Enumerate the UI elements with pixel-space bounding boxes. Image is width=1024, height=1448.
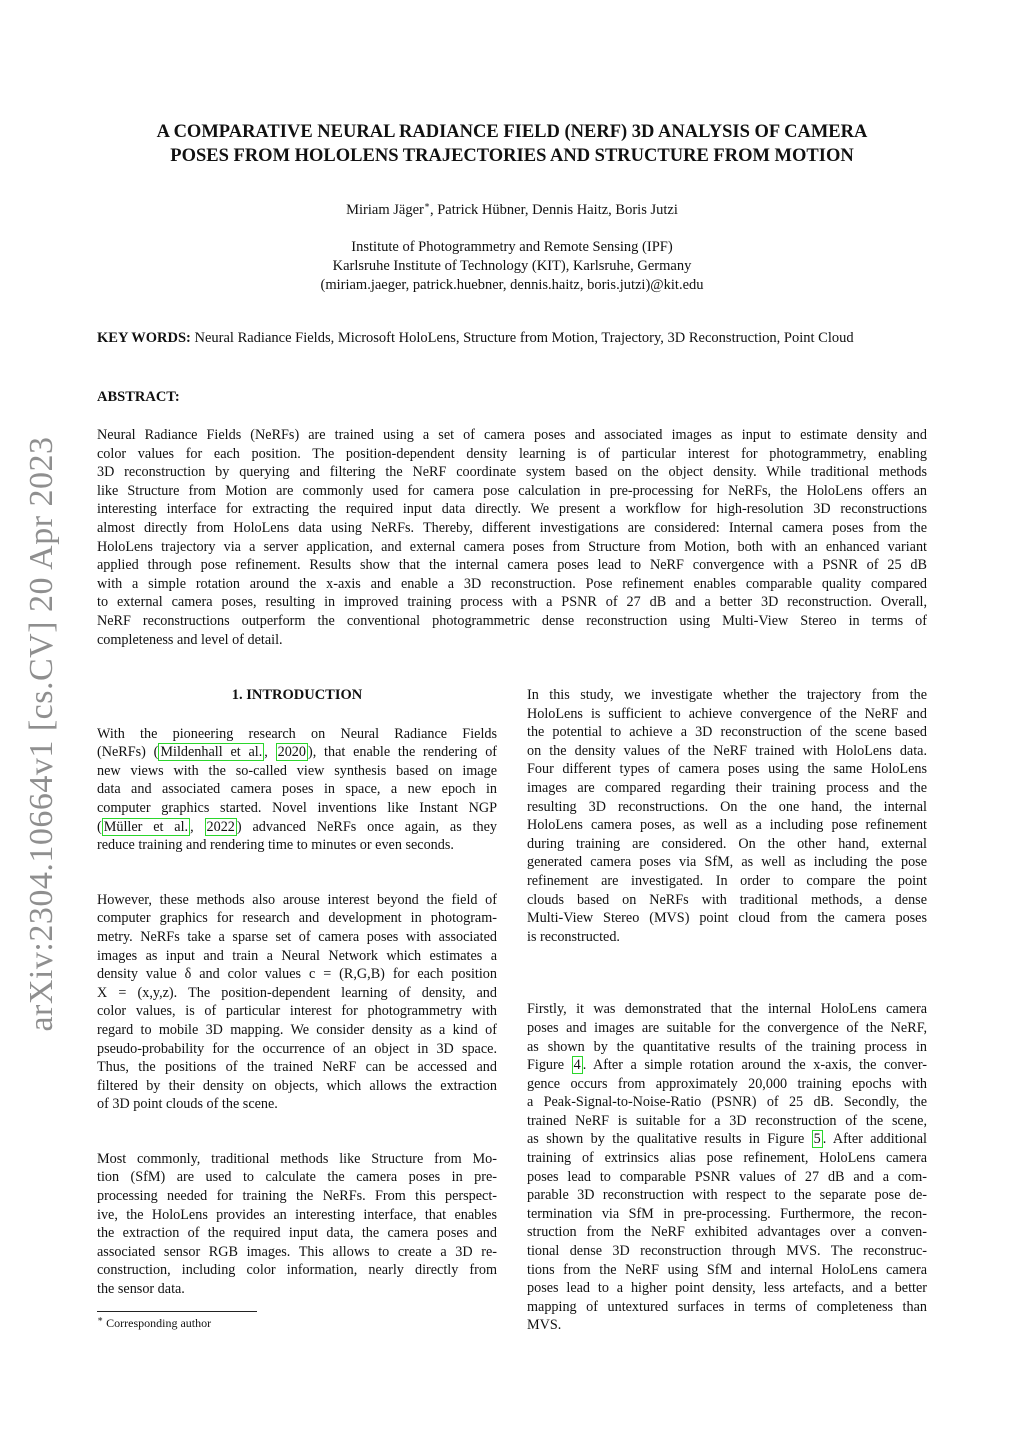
left-column — [97, 686, 497, 1299]
text-fragment: . After a simple rotation around the x-axis, the conver- — [582, 1057, 927, 1074]
keywords-label: KEY WORDS: — [97, 330, 191, 346]
abstract-line: interesting interface for extracting the required input data directly. We present a workflow for high-resolution 3D reconstructions — [97, 501, 927, 518]
text-fragment: , — [190, 818, 205, 835]
abstract-line: HoloLens trajectory via a server application, and external camera poses from Structure from Motion, both with an enhanced variant — [97, 538, 927, 555]
text-line: resulting 3D reconstructions. On the one hand, the internal — [527, 798, 927, 815]
text-line: MVS. — [527, 1317, 562, 1334]
text-line: termination via SfM in pre-processing. Furthermore, the recon- — [527, 1205, 927, 1222]
text-line: In this study, we investigate whether the trajectory from the — [527, 687, 927, 703]
text-line: images as input and train a Neural Network which estimates a — [97, 947, 497, 964]
text-fragment: . After additional — [822, 1131, 927, 1148]
author-rest: , Patrick Hübner, Dennis Haitz, Boris Jutzi — [429, 201, 678, 218]
text-line — [97, 743, 497, 762]
text-line: reduce training and rendering time to minutes or even seconds. — [97, 837, 454, 854]
text-line: construction, including color information, nearly directly from — [97, 1262, 497, 1279]
abstract-line: NeRF reconstructions outperform the conventional photogrammetric dense reconstruction using Multi-View Stereo in terms of — [97, 612, 927, 629]
text-line: on the density values of the NeRF trained with HoloLens data. — [527, 742, 927, 759]
text-line: X = (x,y,z). The position-dependent learning of density, and — [97, 984, 497, 1001]
text-line: refinement are investigated. In order to compare the point — [527, 872, 927, 889]
text-line: With the pioneering research on Neural Radiance Fields — [97, 725, 497, 742]
author-list — [97, 200, 927, 219]
paragraph — [527, 1000, 927, 1335]
section-heading-introduction: 1. INTRODUCTION — [231, 687, 363, 703]
figure-ref-link[interactable]: 5 — [813, 1131, 821, 1148]
text-line: metry. NeRFs take a sparse set of camera poses with associated — [97, 928, 497, 945]
text-line: tions from the NeRF using SfM and internal HoloLens camera — [527, 1261, 927, 1278]
text-line: HoloLens camera poses, as well as a including pose refinement — [527, 817, 927, 834]
figure-ref-link[interactable]: 4 — [573, 1057, 581, 1074]
abstract-line: applied through pose refinement. Results show that the internal camera poses lead to NeRF convergence with a PSNR of 25 dB — [97, 557, 927, 574]
text-fragment: ), that enable the rendering of — [307, 744, 497, 761]
text-line: as shown by the quantitative results of the training process in — [527, 1038, 927, 1055]
text-line: trained NeRF is suitable for a 3D reconstruction of the scene, — [527, 1112, 927, 1129]
text-fragment: , — [264, 744, 276, 761]
text-line: Most commonly, traditional methods like Structure from Mo- — [97, 1150, 497, 1167]
text-line: data and associated camera poses in space, a new epoch in — [97, 781, 497, 798]
text-line: HoloLens is sufficient to achieve convergence of the NeRF and — [527, 705, 927, 722]
footnote-text: Corresponding author — [103, 1316, 212, 1330]
author-first: Miriam Jäger — [346, 201, 424, 218]
footnote-mark: ∗ — [97, 1314, 104, 1324]
keywords — [97, 330, 927, 347]
abstract-line: like Structure from Motion are commonly used for camera pose calculation in pre-processing for NeRFs, the HoloLens offers an — [97, 482, 927, 499]
text-line: gence occurs from approximately 20,000 training epochs with — [527, 1075, 927, 1092]
abstract-line: with a simple rotation around the x-axis and enable a 3D reconstruction. Pose refinement enables comparable quality compared — [97, 575, 927, 592]
text-line — [527, 1056, 927, 1075]
text-line: the potential to achieve a 3D reconstruction of the scene based — [527, 724, 927, 741]
text-line: associated sensor RGB images. This allows to create a 3D re- — [97, 1243, 497, 1260]
footnote — [97, 1314, 211, 1331]
text-line: Multi-View Stereo (MVS) point cloud from the camera poses — [527, 910, 927, 927]
paragraph — [97, 725, 497, 855]
citation-link-muller[interactable]: Müller et al. — [103, 818, 189, 835]
text-line: processing needed for training the NeRFs. From this perspect- — [97, 1188, 497, 1205]
paper-title — [97, 120, 927, 168]
text-fragment: Figure — [527, 1057, 572, 1074]
right-column — [527, 686, 927, 1335]
affiliation-line: Karlsruhe Institute of Technology (KIT), Karlsruhe, Germany — [332, 258, 692, 274]
title-line: A COMPARATIVE NEURAL RADIANCE FIELD (NERF) 3D ANALYSIS OF CAMERA — [156, 122, 868, 142]
abstract-line: 3D reconstruction by querying and filtering the NeRF coordinate system based on the object density. While traditional methods — [97, 464, 927, 481]
text-line: Firstly, it was demonstrated that the internal HoloLens camera — [527, 1001, 927, 1018]
text-line: generated camera poses via SfM, as well as including the pose — [527, 854, 927, 871]
text-line: regard to mobile 3D mapping. We consider density as a kind of — [97, 1021, 497, 1038]
abstract-line: completeness and level of detail. — [97, 631, 283, 648]
affiliation-line: Institute of Photogrammetry and Remote Sensing (IPF) — [351, 239, 673, 255]
text-line: clouds based on NeRFs with traditional methods, a dense — [527, 891, 927, 908]
text-fragment: (NeRFs) ( — [97, 744, 159, 761]
text-line: struction from the NeRF exhibited advantages over a conven- — [527, 1224, 927, 1241]
text-line: poses lead to comparable PSNR values of 27 dB and a com- — [527, 1168, 927, 1185]
text-line: the sensor data. — [97, 1281, 185, 1298]
text-line: images are compared regarding their training process and the — [527, 779, 927, 796]
text-line: of 3D point clouds of the scene. — [97, 1096, 278, 1113]
text-line — [527, 1130, 927, 1149]
text-line: density value δ and color values c = (R,G,B) for each position — [97, 966, 497, 983]
paragraph — [527, 686, 927, 946]
paragraph — [97, 891, 497, 1114]
affiliation — [97, 238, 927, 295]
citation-year-link[interactable]: 2020 — [277, 744, 306, 761]
abstract-line: almost directly from HoloLens data using NeRFs. Thereby, different investigations are considered: Internal camera poses from the — [97, 519, 927, 536]
text-line: color values, is of particular interest for photogrammetry with — [97, 1003, 497, 1020]
text-line: filtered by their density on objects, which allows the extraction — [97, 1077, 497, 1094]
text-line: Thus, the positions of the trained NeRF can be accessed and — [97, 1059, 497, 1076]
abstract-line: Neural Radiance Fields (NeRFs) are trained using a set of camera poses and associated images as input to estimate density and — [97, 427, 927, 443]
affiliation-email: (miriam.jaeger, patrick.huebner, dennis.haitz, boris.jutzi)@kit.edu — [320, 277, 704, 293]
text-line: parable 3D reconstruction with respect to the separate pose de- — [527, 1187, 927, 1204]
abstract-line: color values for each position. The position-dependent density learning is of particular interest for photogrammetry, enabling — [97, 445, 927, 462]
text-line: pseudo-probability for the occurrence of an object in 3D space. — [97, 1040, 497, 1057]
text-line — [97, 818, 497, 837]
text-line: the extraction of the required input data, the camera poses and — [97, 1225, 497, 1242]
abstract-heading: ABSTRACT: — [97, 389, 180, 405]
text-line: Four different types of camera poses using the same HoloLens — [527, 761, 927, 778]
text-line: computer graphics for research and development in photogram- — [97, 910, 497, 927]
abstract-body — [97, 426, 927, 649]
text-line: mapping of untextured surfaces in terms of completeness than — [527, 1298, 927, 1315]
text-line: tion (SfM) are used to calculate the camera poses in pre- — [97, 1169, 497, 1186]
citation-link-mildenhall[interactable]: Mildenhall et al. — [160, 744, 263, 761]
paragraph — [97, 1150, 497, 1299]
arxiv-identifier: arXiv:2304.10664v1 [cs.CV] 20 Apr 2023 — [23, 436, 60, 1032]
keywords-text: Neural Radiance Fields, Microsoft HoloLens, Structure from Motion, Trajectory, 3D Reconstruction, Point Cloud — [190, 330, 854, 346]
text-line: poses and images are suitable for the convergence of the NeRF, — [527, 1019, 927, 1036]
text-line: is reconstructed. — [527, 928, 620, 945]
text-line: computer graphics started. Novel inventions like Instant NGP — [97, 799, 497, 816]
text-line: tional dense 3D reconstruction through MVS. The reconstruc- — [527, 1243, 927, 1260]
text-line: new views with the so-called view synthesis based on image — [97, 762, 497, 779]
text-line: a Peak-Signal-to-Noise-Ratio (PSNR) of 25 dB. Secondly, the — [527, 1094, 927, 1111]
citation-year-link[interactable]: 2022 — [206, 818, 235, 835]
corresponding-mark: ∗ — [423, 200, 430, 210]
text-fragment: ( — [97, 818, 102, 835]
text-line: However, these methods also arouse interest beyond the field of — [97, 891, 497, 908]
footnote-divider — [97, 1311, 257, 1312]
text-line: training of extrinsics alias pose refinement, HoloLens camera — [527, 1150, 927, 1167]
text-fragment: ) advanced NeRFs once again, as they — [236, 818, 497, 835]
title-line: POSES FROM HOLOLENS TRAJECTORIES AND STRUCTURE FROM MOTION — [170, 146, 854, 166]
abstract-line: to external camera poses, resulting in improved training process with a PSNR of 27 dB and a better 3D reconstruction. Overall, — [97, 594, 927, 611]
text-line: ive, the HoloLens provides an interesting interface, that enables — [97, 1206, 497, 1223]
text-fragment: as shown by the qualitative results in Figure — [527, 1131, 812, 1148]
text-line: poses lead to a higher point density, less artefacts, and a better — [527, 1280, 927, 1297]
text-line: during training are considered. On the other hand, external — [527, 835, 927, 852]
